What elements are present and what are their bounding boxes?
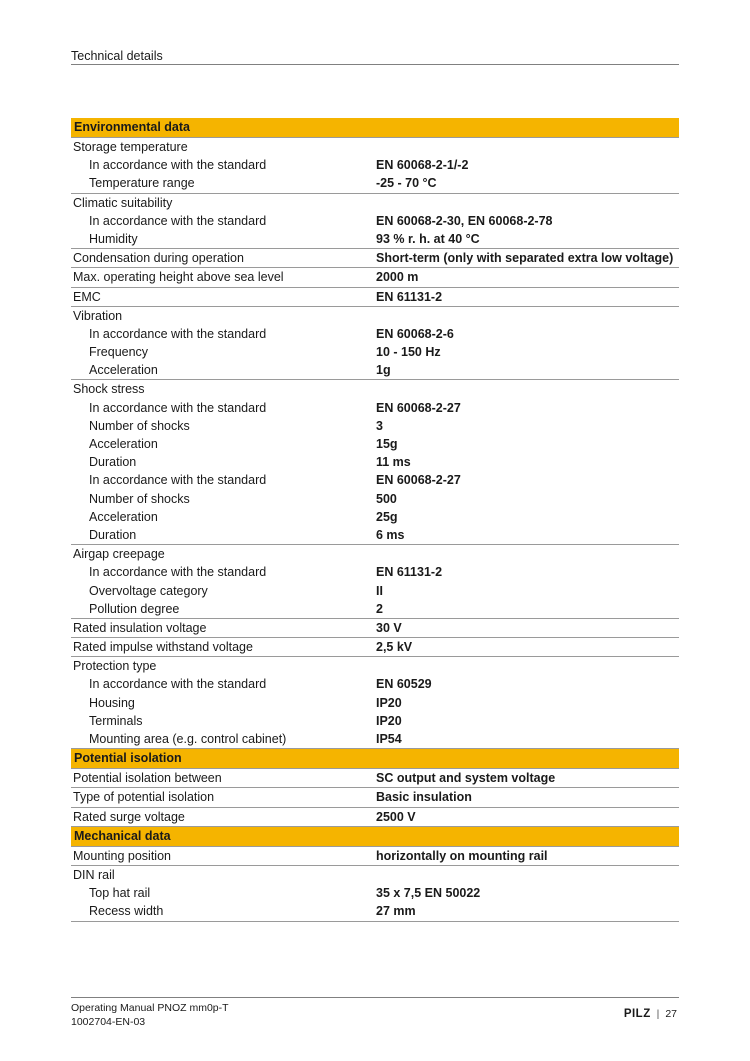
spec-row [71,249,679,268]
row-label: Type of potential isolation [73,790,215,805]
group-row [71,545,679,563]
spec-row [71,769,679,788]
row-value: EN 60068-2-27 [376,400,461,415]
spec-row [71,638,679,657]
section-header: Mechanical data [71,827,679,847]
row-label: In accordance with the standard [89,677,267,692]
row-label: In accordance with the standard [89,400,267,415]
row-label: Pollution degree [89,601,180,616]
footer-right [624,1007,677,1021]
row-label: Temperature range [89,176,195,191]
row-value: II [376,583,383,598]
sub-row [71,730,679,749]
sub-row [71,471,679,489]
pilz-logo: PILZ [623,1008,651,1020]
sub-row [71,399,679,417]
row-value: SC output and system voltage [376,771,556,786]
row-value: 3 [376,418,383,433]
document-number: 1002704-EN-03 [71,1016,146,1028]
row-value: EN 61131-2 [376,289,443,304]
sub-row [71,361,679,380]
row-label: Frequency [89,345,149,360]
spec-row [71,268,679,287]
sub-row [71,600,679,619]
row-value: 93 % r. h. at 40 °C [376,231,480,246]
row-label: Number of shocks [89,418,190,433]
sub-row [71,325,679,343]
row-value: IP20 [376,695,402,710]
row-label: Duration [89,527,137,542]
technical-details-table [71,118,679,922]
sub-row [71,453,679,471]
row-value: EN 60068-2-1/-2 [376,158,469,173]
row-label: Humidity [89,231,138,246]
row-value: Basic insulation [376,790,472,805]
row-value: 15g [376,437,398,451]
group-row [71,866,679,884]
row-value: EN 60529 [376,677,432,692]
row-label: DIN rail [73,867,115,882]
sub-row [71,230,679,249]
sub-row [71,417,679,435]
row-label: Protection type [73,659,157,674]
spec-row [71,808,679,827]
row-value: horizontally on mounting rail [376,848,548,863]
manual-title: Operating Manual PNOZ mm0p-T [71,1002,229,1014]
row-label: Storage temperature [73,140,188,154]
row-value: 35 x 7,5 EN 50022 [376,886,481,901]
row-label: Rated impulse withstand voltage [73,640,253,655]
row-label: EMC [73,289,101,304]
row-value: 2 [376,601,383,616]
group-row [71,307,679,325]
group-row [71,657,679,675]
row-label: Housing [89,695,135,710]
row-label: Acceleration [89,509,158,524]
row-value: Short-term (only with separated extra low voltage) [376,251,674,266]
row-value: 1g [376,363,391,378]
row-label: In accordance with the standard [89,158,267,173]
row-label: In accordance with the standard [89,213,267,228]
row-label: In accordance with the standard [89,326,267,341]
sub-row [71,212,679,230]
row-value: IP54 [376,732,402,746]
row-label: Rated insulation voltage [73,620,207,635]
row-value: IP20 [376,713,402,728]
sub-row [71,526,679,545]
spec-row [71,788,679,807]
row-label: Acceleration [89,437,158,451]
sub-row [71,508,679,526]
row-value: 2,5 kV [376,640,413,655]
sub-row [71,675,679,693]
row-label: Number of shocks [89,491,190,506]
group-row [71,194,679,212]
sub-row [71,435,679,453]
row-value: -25 - 70 °C [376,176,437,191]
sub-row [71,902,679,921]
row-value: 6 ms [376,527,405,542]
sub-row [71,582,679,600]
row-label: Mounting area (e.g. control cabinet) [89,732,287,746]
header-title: Technical details [71,49,163,63]
row-label: Terminals [89,713,143,728]
row-value: 27 mm [376,904,416,919]
page-footer [71,997,679,1029]
row-value: 30 V [376,620,402,635]
row-value: 500 [376,491,397,506]
row-label: Airgap creepage [73,547,165,562]
row-value: EN 60068-2-27 [376,473,461,488]
sub-row [71,174,679,193]
row-label: Vibration [73,308,123,323]
sub-row [71,694,679,712]
row-label: Recess width [89,904,164,919]
row-value: 2000 m [376,270,419,285]
group-row [71,380,679,398]
row-value: EN 61131-2 [376,565,443,580]
row-value: EN 60068-2-6 [376,326,454,341]
row-label: Rated surge voltage [73,809,185,824]
sub-row [71,343,679,361]
row-value: 2500 V [376,809,416,824]
row-value: 10 - 150 Hz [376,345,441,360]
sub-row [71,712,679,730]
spec-row [71,847,679,866]
page-header [71,48,679,65]
page-number: 27 [665,1008,677,1020]
row-value: 25g [376,509,398,524]
row-label: Top hat rail [89,886,151,901]
row-label: Overvoltage category [89,583,208,598]
row-label: In accordance with the standard [89,473,267,488]
spec-row [71,288,679,307]
row-label: Max. operating height above sea level [73,270,284,285]
footer-separator: | [656,1008,660,1020]
sub-row [71,156,679,174]
sub-row [71,884,679,902]
section-header: Environmental data [71,118,679,138]
section-header: Potential isolation [71,749,679,769]
group-row [71,138,679,156]
row-label: In accordance with the standard [89,565,267,580]
sub-row [71,490,679,508]
sub-row [71,563,679,581]
row-label: Shock stress [73,382,145,397]
row-label: Climatic suitability [73,195,173,210]
row-value: 11 ms [376,455,411,470]
row-label: Mounting position [73,848,171,863]
row-label: Acceleration [89,363,158,378]
row-value: EN 60068-2-30, EN 60068-2-78 [376,213,553,228]
spec-row [71,619,679,638]
row-label: Duration [89,455,137,470]
row-label: Condensation during operation [73,251,244,266]
row-label: Potential isolation between [73,771,222,786]
